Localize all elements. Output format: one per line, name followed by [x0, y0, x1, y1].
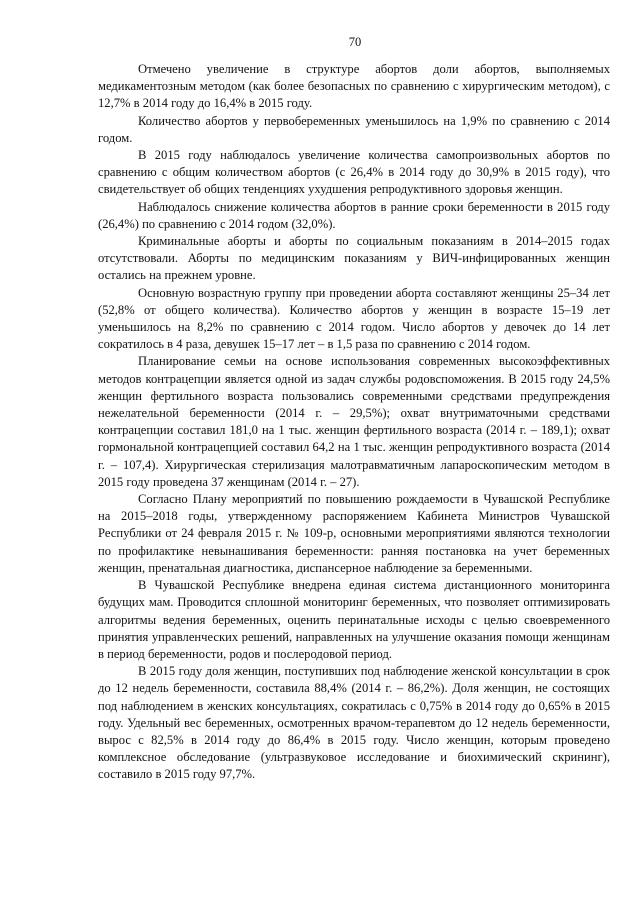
paragraph-early-term-abortions: Наблюдалось снижение количества абортов в ранние сроки беременности в 2015 году (26,4%) по сравнению с 2014 годом (32,0%).: [98, 199, 610, 231]
paragraph-first-pregnancy-abortions: Количество абортов у первобеременных уменьшилось на 1,9% по сравнению с 2014 годом.: [98, 113, 610, 145]
paragraph-remote-monitoring: В Чувашской Республике внедрена единая система дистанционного мониторинга будущих мам. Проводится сплошной мониторинг беременных, что позволяет оптимизировать алгоритмы ведения беременных, оценить перинатальные исходы с целью своевременного принятия управленческих решений, направленных на улучшение оказания помощи женщинам в период беременности, родов и послеродовой период.: [98, 578, 610, 661]
paragraph-age-groups: Основную возрастную группу при проведении аборта составляют женщины 25–34 лет (52,8% от общего количества). Количество абортов у женщин в возрасте 15–19 лет уменьшилось на 8,2% по сравнению с 2014 годом. Число абортов у девочек до 14 лет сократилось в 4 раза, девушек 15–17 лет – в 1,5 раза по сравнению с 2014 годом.: [98, 285, 610, 352]
paragraph-birth-rate-plan: Согласно Плану мероприятий по повышению рождаемости в Чувашской Республике на 2015–2018 годы, утвержденному распоряжением Кабинета Министров Чувашской Республики от 24 февраля 2015 г. № 109-р, основными мероприятиями являются технологии по профилактике невынашивания беременности: ранняя постановка на учет беременных женщин, пренатальная диагностика, диспансерное наблюдение за беременными.: [98, 492, 610, 575]
page-number: 70: [348, 35, 362, 49]
paragraph-medication-abortions: Отмечено увеличение в структуре абортов доли абортов, выполняемых медикаментозным методом (как более безопасных по сравнению с хирургическим методом), с 12,7% в 2014 году до 16,4% в 2015 году.: [98, 62, 610, 111]
paragraph-criminal-social-abortions: Криминальные аборты и аборты по социальным показаниям в 2014–2015 годах отсутствовали. Аборты по медицинским показаниям у ВИЧ-инфицированных женщин остались на прежнем уровне.: [98, 234, 610, 283]
paragraph-spontaneous-abortions: В 2015 году наблюдалось увеличение количества самопроизвольных абортов по сравнению с общим количеством абортов (с 26,4% в 2014 году до 30,9% в 2015 году), что свидетельствует об общих тенденциях ухудшения репродуктивного здоровья женщин.: [98, 148, 610, 197]
paragraph-consultation-statistics: В 2015 году доля женщин, поступивших под наблюдение женской консультации в срок до 12 недель беременности, составила 88,4% (2014 г. – 86,2%). Доля женщин, не состоящих под наблюдением в женских консультациях, сократилась с 0,75% в 2014 году до 0,65% в 2015 году. Удельный вес беременных, осмотренных врачом-терапевтом до 12 недель беременности, вырос с 82,5% в 2014 году до 86,4% в 2015 году. Число женщин, которым проведено комплексное обследование (ультразвуковое исследование и биохимический скрининг), составило в 2015 году 97,7%.: [98, 664, 610, 782]
paragraph-family-planning: Планирование семьи на основе использования современных высокоэффективных методов контрацепции является одной из задач службы родовспоможения. В 2015 году 24,5% женщин фертильного возраста пользовались современными средствами предупреждения нежелательной беременности (2014 г. – 29,5%); охват внутриматочными средствами контрацепции составил 181,0 на 1 тыс. женщин фертильного возраста (2014 г. – 189,1); охват гормональной контрацепцией составил 64,2 на 1 тыс. женщин репродуктивного возраста (2014 г. – 107,4). Хирургическая стерилизация малотравматичным лапароскопическим методом в 2015 году проведена 37 женщинам (2014 г. – 27).: [98, 354, 610, 489]
